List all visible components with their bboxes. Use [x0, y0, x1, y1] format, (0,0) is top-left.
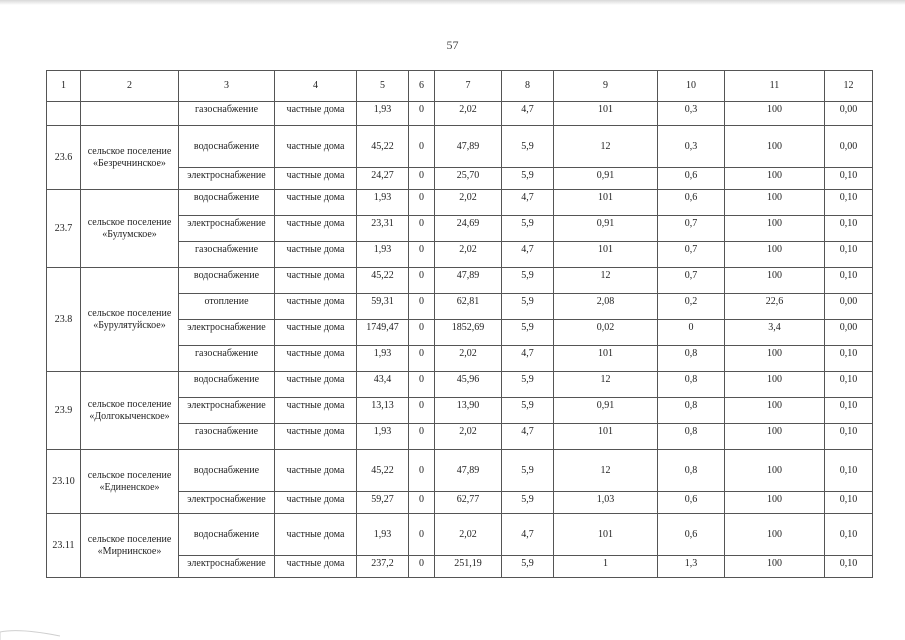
table-cell: 0,00	[825, 126, 873, 168]
table-cell: 5,9	[502, 168, 554, 190]
table-cell: 100	[725, 216, 825, 242]
table-cell: 0,3	[658, 102, 725, 126]
table-cell: 1749,47	[357, 320, 409, 346]
table-cell: 100	[725, 398, 825, 424]
table-cell: 45,22	[357, 450, 409, 492]
table-cell: 4,7	[502, 190, 554, 216]
column-header: 3	[179, 71, 275, 102]
table-cell: 101	[554, 424, 658, 450]
table-cell: 2,08	[554, 294, 658, 320]
utility-type: водоснабжение	[179, 450, 275, 492]
row-number: 23.9	[47, 372, 81, 450]
table-cell: 0	[409, 514, 435, 556]
table-cell: 12	[554, 268, 658, 294]
building-type: частные дома	[275, 424, 357, 450]
building-type: частные дома	[275, 346, 357, 372]
table-row	[47, 514, 873, 556]
table-cell: 0,10	[825, 556, 873, 578]
header-row	[47, 71, 873, 102]
utility-type: отопление	[179, 294, 275, 320]
column-header: 10	[658, 71, 725, 102]
utility-type: электроснабжение	[179, 320, 275, 346]
table-row	[47, 190, 873, 216]
table-cell: 24,27	[357, 168, 409, 190]
table-cell: 0,10	[825, 216, 873, 242]
table-cell: 1,93	[357, 514, 409, 556]
table-cell: 101	[554, 346, 658, 372]
table-cell: 0,8	[658, 450, 725, 492]
settlement-name: сельское поселение «Мирнинское»	[81, 514, 179, 578]
table-cell: 100	[725, 102, 825, 126]
table-cell: 0	[409, 190, 435, 216]
table-cell: 0,10	[825, 492, 873, 514]
column-header: 2	[81, 71, 179, 102]
table-cell: 0,6	[658, 514, 725, 556]
table-cell: 1,93	[357, 346, 409, 372]
table-cell: 59,27	[357, 492, 409, 514]
building-type: частные дома	[275, 268, 357, 294]
column-header: 11	[725, 71, 825, 102]
utility-type: водоснабжение	[179, 372, 275, 398]
table-cell: 5,9	[502, 126, 554, 168]
row-number: 23.11	[47, 514, 81, 578]
table-cell: 1,93	[357, 242, 409, 268]
table-cell: 100	[725, 168, 825, 190]
table-cell: 0,10	[825, 242, 873, 268]
table-cell: 0	[409, 320, 435, 346]
page-edge-shadow	[0, 0, 905, 5]
utility-type: водоснабжение	[179, 126, 275, 168]
utility-type: газоснабжение	[179, 102, 275, 126]
table-cell: 0	[409, 126, 435, 168]
building-type: частные дома	[275, 294, 357, 320]
row-number: 23.8	[47, 268, 81, 372]
table-cell: 100	[725, 242, 825, 268]
table-cell: 0,10	[825, 168, 873, 190]
table-cell: 24,69	[435, 216, 502, 242]
building-type: частные дома	[275, 492, 357, 514]
table-cell: 0	[409, 242, 435, 268]
table-cell: 1,93	[357, 424, 409, 450]
table-cell: 0	[409, 492, 435, 514]
settlement-name: сельское поселение «Единенское»	[81, 450, 179, 514]
table-cell: 62,77	[435, 492, 502, 514]
column-header: 9	[554, 71, 658, 102]
table-cell: 1,93	[357, 102, 409, 126]
table-cell: 0	[409, 372, 435, 398]
table-cell: 1,03	[554, 492, 658, 514]
table-cell: 62,81	[435, 294, 502, 320]
table-cell: 0,91	[554, 216, 658, 242]
table-cell: 2,02	[435, 424, 502, 450]
table-cell: 12	[554, 450, 658, 492]
table-cell: 0,10	[825, 346, 873, 372]
utility-type: газоснабжение	[179, 424, 275, 450]
table-cell: 5,9	[502, 398, 554, 424]
table-cell: 0,8	[658, 372, 725, 398]
table-cell: 59,31	[357, 294, 409, 320]
table-cell: 2,02	[435, 242, 502, 268]
column-header: 5	[357, 71, 409, 102]
table-row	[47, 102, 873, 126]
table-cell: 13,90	[435, 398, 502, 424]
table-cell: 0	[409, 398, 435, 424]
table-cell: 4,7	[502, 242, 554, 268]
table-cell: 47,89	[435, 450, 502, 492]
settlement-name: сельское поселение «Безречнинское»	[81, 126, 179, 190]
table-cell: 4,7	[502, 514, 554, 556]
table-row	[47, 450, 873, 492]
table-cell: 1852,69	[435, 320, 502, 346]
table-cell: 4,7	[502, 346, 554, 372]
table-cell: 0	[658, 320, 725, 346]
table-cell: 0,7	[658, 216, 725, 242]
table-cell: 0,10	[825, 450, 873, 492]
table-cell: 0,02	[554, 320, 658, 346]
table-cell: 2,02	[435, 190, 502, 216]
table-cell: 0,10	[825, 190, 873, 216]
table-cell: 0,7	[658, 242, 725, 268]
utility-type: электроснабжение	[179, 398, 275, 424]
table-cell: 0,2	[658, 294, 725, 320]
table-cell: 100	[725, 556, 825, 578]
settlement-name: сельское поселение «Долгокыченское»	[81, 372, 179, 450]
building-type: частные дома	[275, 168, 357, 190]
table-cell: 45,22	[357, 126, 409, 168]
table-cell: 100	[725, 126, 825, 168]
table-cell: 5,9	[502, 294, 554, 320]
table-cell: 0	[409, 556, 435, 578]
table-cell: 251,19	[435, 556, 502, 578]
table-cell: 4,7	[502, 102, 554, 126]
utility-type: электроснабжение	[179, 492, 275, 514]
column-header: 6	[409, 71, 435, 102]
table-cell: 13,13	[357, 398, 409, 424]
building-type: частные дома	[275, 514, 357, 556]
table-cell: 100	[725, 190, 825, 216]
table-cell: 12	[554, 372, 658, 398]
table-row	[47, 126, 873, 168]
table-cell: 5,9	[502, 268, 554, 294]
table-cell: 22,6	[725, 294, 825, 320]
table-cell: 5,9	[502, 556, 554, 578]
row-number	[47, 102, 81, 126]
building-type: частные дома	[275, 190, 357, 216]
table-cell: 100	[725, 424, 825, 450]
row-number: 23.6	[47, 126, 81, 190]
building-type: частные дома	[275, 556, 357, 578]
building-type: частные дома	[275, 242, 357, 268]
table-cell: 1,3	[658, 556, 725, 578]
table-cell: 0,10	[825, 424, 873, 450]
table-cell: 0,8	[658, 398, 725, 424]
table-row	[47, 372, 873, 398]
table-cell: 0,10	[825, 398, 873, 424]
building-type: частные дома	[275, 126, 357, 168]
table-cell: 0,7	[658, 268, 725, 294]
table-body	[47, 102, 873, 578]
table-cell: 237,2	[357, 556, 409, 578]
column-header: 4	[275, 71, 357, 102]
utility-type: электроснабжение	[179, 216, 275, 242]
table-cell: 5,9	[502, 492, 554, 514]
table-cell: 2,02	[435, 514, 502, 556]
column-header: 12	[825, 71, 873, 102]
column-header: 1	[47, 71, 81, 102]
table-cell: 0	[409, 168, 435, 190]
table-cell: 0,10	[825, 514, 873, 556]
table-cell: 0,91	[554, 168, 658, 190]
table-cell: 0,8	[658, 424, 725, 450]
utility-type: водоснабжение	[179, 190, 275, 216]
column-header: 7	[435, 71, 502, 102]
table-cell: 0	[409, 268, 435, 294]
table-cell: 47,89	[435, 268, 502, 294]
table-cell: 0,6	[658, 168, 725, 190]
column-header: 8	[502, 71, 554, 102]
table-cell: 100	[725, 514, 825, 556]
table-cell: 0,00	[825, 102, 873, 126]
table-cell: 2,02	[435, 102, 502, 126]
table-cell: 5,9	[502, 372, 554, 398]
building-type: частные дома	[275, 398, 357, 424]
utility-type: газоснабжение	[179, 346, 275, 372]
table-cell: 5,9	[502, 320, 554, 346]
table-cell: 5,9	[502, 450, 554, 492]
row-number: 23.10	[47, 450, 81, 514]
tariff-table	[46, 70, 873, 578]
table-cell: 0,00	[825, 294, 873, 320]
table-cell: 0,3	[658, 126, 725, 168]
table-cell: 101	[554, 102, 658, 126]
table-cell: 100	[725, 372, 825, 398]
building-type: частные дома	[275, 450, 357, 492]
table-cell: 0,10	[825, 372, 873, 398]
scan-corner-mark	[0, 624, 60, 640]
settlement-name	[81, 102, 179, 126]
row-number: 23.7	[47, 190, 81, 268]
table-cell: 0	[409, 450, 435, 492]
table-cell: 1,93	[357, 190, 409, 216]
utility-type: газоснабжение	[179, 242, 275, 268]
building-type: частные дома	[275, 102, 357, 126]
table-cell: 12	[554, 126, 658, 168]
table-cell: 4,7	[502, 424, 554, 450]
table-cell: 0	[409, 216, 435, 242]
table-cell: 0	[409, 102, 435, 126]
table-cell: 0,91	[554, 398, 658, 424]
table-cell: 2,02	[435, 346, 502, 372]
table-cell: 0,6	[658, 190, 725, 216]
building-type: частные дома	[275, 372, 357, 398]
table-cell: 25,70	[435, 168, 502, 190]
building-type: частные дома	[275, 320, 357, 346]
table-cell: 0	[409, 346, 435, 372]
table-cell: 45,22	[357, 268, 409, 294]
table-cell: 5,9	[502, 216, 554, 242]
table-cell: 3,4	[725, 320, 825, 346]
utility-type: электроснабжение	[179, 556, 275, 578]
table-cell: 100	[725, 450, 825, 492]
table-cell: 101	[554, 242, 658, 268]
table-cell: 100	[725, 268, 825, 294]
utility-type: электроснабжение	[179, 168, 275, 190]
table-cell: 0,6	[658, 492, 725, 514]
table-cell: 0,10	[825, 268, 873, 294]
settlement-name: сельское поселение «Бурулятуйское»	[81, 268, 179, 372]
utility-type: водоснабжение	[179, 268, 275, 294]
table-cell: 101	[554, 190, 658, 216]
page-number: 57	[446, 38, 459, 52]
table-cell: 23,31	[357, 216, 409, 242]
building-type: частные дома	[275, 216, 357, 242]
table-cell: 0,00	[825, 320, 873, 346]
table-cell: 0,8	[658, 346, 725, 372]
table-cell: 100	[725, 492, 825, 514]
table-cell: 101	[554, 514, 658, 556]
table-cell: 0	[409, 294, 435, 320]
table-cell: 43,4	[357, 372, 409, 398]
table-cell: 1	[554, 556, 658, 578]
table-cell: 45,96	[435, 372, 502, 398]
table-cell: 100	[725, 346, 825, 372]
settlement-name: сельское поселение «Булумское»	[81, 190, 179, 268]
table-cell: 0	[409, 424, 435, 450]
table-row	[47, 268, 873, 294]
utility-type: водоснабжение	[179, 514, 275, 556]
table-cell: 47,89	[435, 126, 502, 168]
